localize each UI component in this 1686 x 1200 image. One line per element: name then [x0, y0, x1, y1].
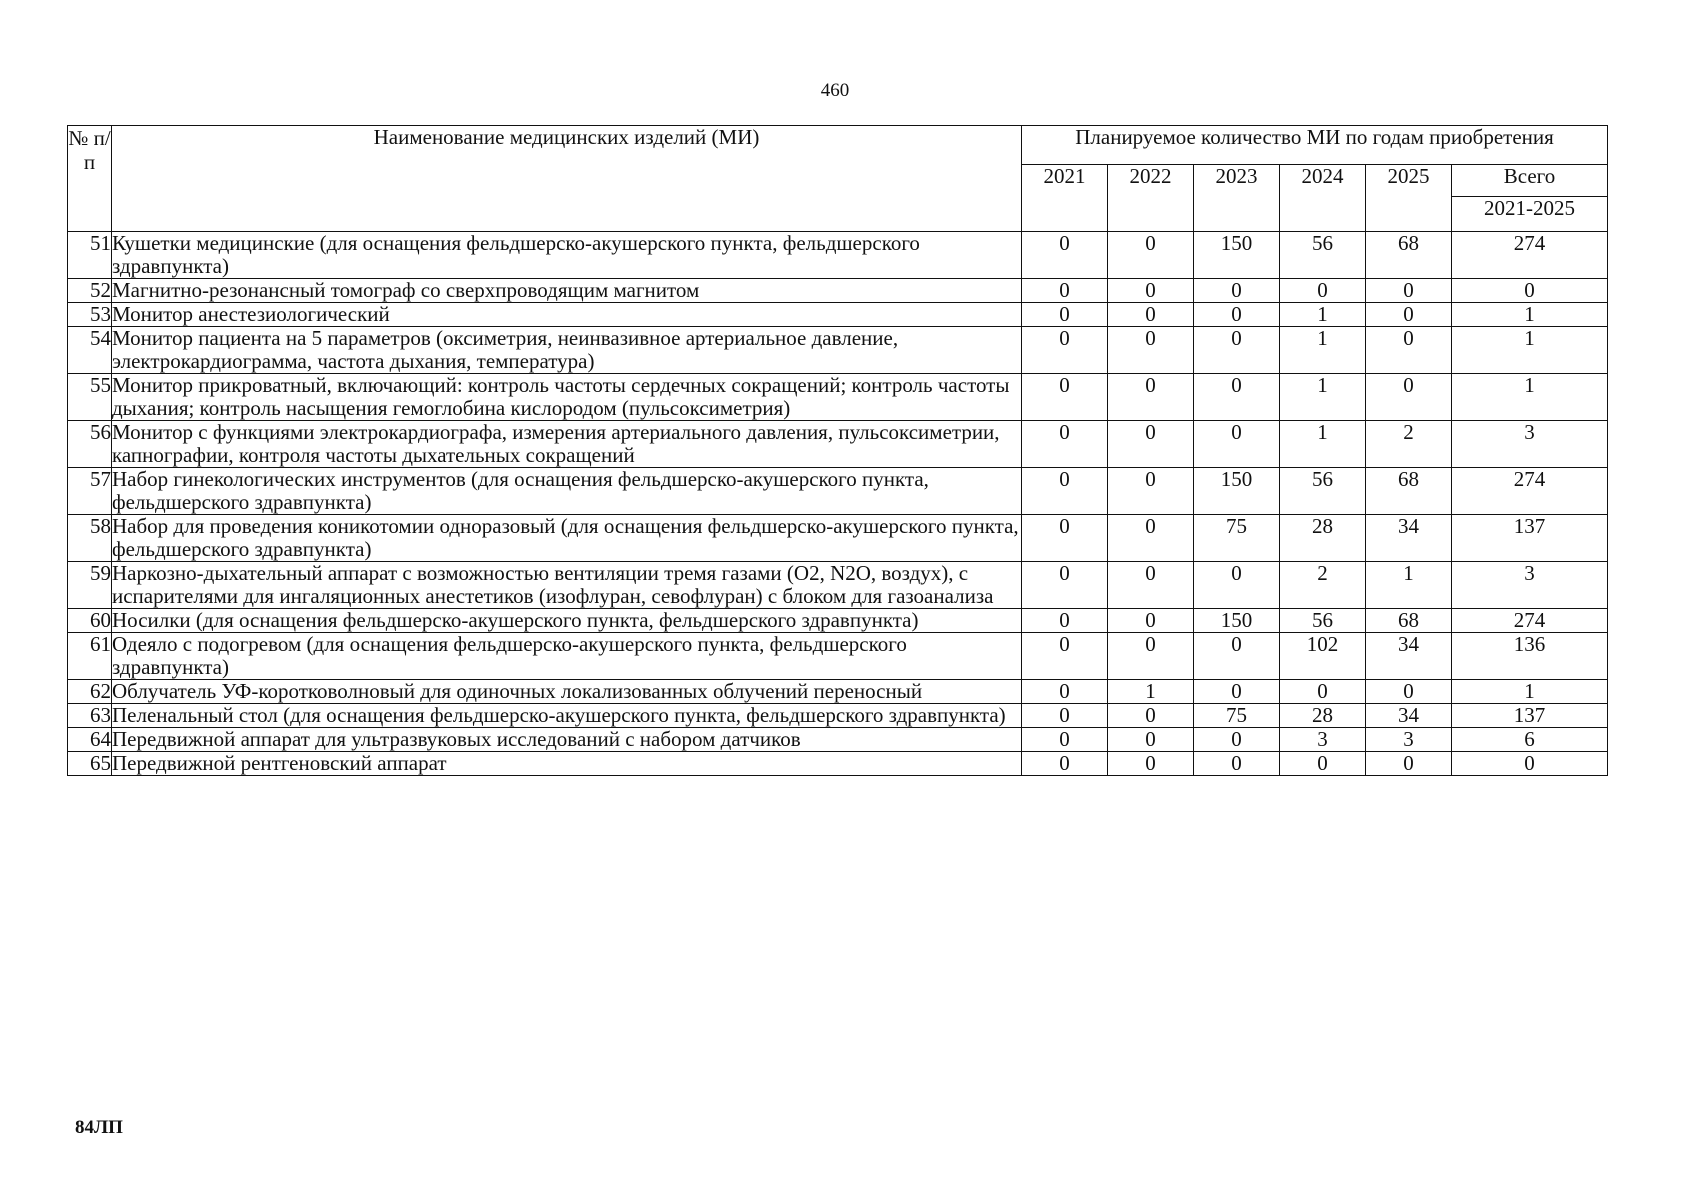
qty-2024: 1 [1280, 327, 1366, 374]
qty-2022: 0 [1108, 562, 1194, 609]
qty-2023: 150 [1194, 609, 1280, 633]
qty-2023: 0 [1194, 562, 1280, 609]
qty-2023: 150 [1194, 232, 1280, 279]
qty-2022: 0 [1108, 421, 1194, 468]
qty-2025: 34 [1366, 704, 1452, 728]
table-row [68, 279, 1608, 303]
qty-2022: 1 [1108, 680, 1194, 704]
qty-total: 3 [1452, 421, 1608, 468]
header-year-2022: 2022 [1108, 165, 1194, 232]
row-number: 57 [68, 468, 112, 515]
table-row [68, 752, 1608, 776]
qty-total: 1 [1452, 327, 1608, 374]
medical-devices-table [67, 125, 1608, 776]
qty-2021: 0 [1022, 752, 1108, 776]
row-number: 54 [68, 327, 112, 374]
header-year-2025: 2025 [1366, 165, 1452, 232]
qty-total: 274 [1452, 468, 1608, 515]
qty-2021: 0 [1022, 421, 1108, 468]
qty-2022: 0 [1108, 232, 1194, 279]
qty-2024: 0 [1280, 279, 1366, 303]
qty-2025: 0 [1366, 327, 1452, 374]
row-number: 60 [68, 609, 112, 633]
row-number: 55 [68, 374, 112, 421]
header-total-range: 2021-2025 [1452, 197, 1608, 232]
device-name: Набор для проведения коникотомии одноразовый (для оснащения фельдшерско-акушерского пункта, фельдшерского здравпункта) [112, 515, 1022, 562]
header-total: Всего [1452, 165, 1608, 197]
device-name: Монитор с функциями электрокардиографа, измерения артериального давления, пульсоксиметрии, капнографии, контроля частоты дыхательных сокращений [112, 421, 1022, 468]
table-header [68, 126, 1608, 232]
row-number: 62 [68, 680, 112, 704]
qty-2024: 0 [1280, 680, 1366, 704]
table-row [68, 680, 1608, 704]
qty-2023: 75 [1194, 515, 1280, 562]
qty-2024: 56 [1280, 468, 1366, 515]
device-name: Передвижной рентгеновский аппарат [112, 752, 1022, 776]
header-year-2021: 2021 [1022, 165, 1108, 232]
qty-total: 274 [1452, 232, 1608, 279]
qty-total: 0 [1452, 752, 1608, 776]
qty-2022: 0 [1108, 704, 1194, 728]
qty-2023: 0 [1194, 303, 1280, 327]
qty-total: 274 [1452, 609, 1608, 633]
qty-2025: 1 [1366, 562, 1452, 609]
qty-2025: 68 [1366, 609, 1452, 633]
qty-2024: 28 [1280, 515, 1366, 562]
qty-total: 137 [1452, 515, 1608, 562]
qty-2021: 0 [1022, 374, 1108, 421]
qty-2021: 0 [1022, 633, 1108, 680]
qty-2022: 0 [1108, 752, 1194, 776]
qty-2025: 34 [1366, 633, 1452, 680]
qty-2025: 0 [1366, 279, 1452, 303]
qty-2021: 0 [1022, 303, 1108, 327]
qty-2021: 0 [1022, 562, 1108, 609]
page-number: 460 [820, 80, 850, 101]
device-name: Монитор прикроватный, включающий: контроль частоты сердечных сокращений; контроль частоты дыхания; контроль насыщения гемоглобина кислородом (пульсоксиметрия) [112, 374, 1022, 421]
footer-code: 84ЛП [75, 1117, 123, 1138]
table-row [68, 704, 1608, 728]
qty-total: 1 [1452, 374, 1608, 421]
qty-2022: 0 [1108, 279, 1194, 303]
qty-total: 6 [1452, 728, 1608, 752]
qty-2022: 0 [1108, 609, 1194, 633]
qty-2024: 3 [1280, 728, 1366, 752]
qty-2024: 2 [1280, 562, 1366, 609]
qty-2024: 28 [1280, 704, 1366, 728]
row-number: 58 [68, 515, 112, 562]
qty-2024: 1 [1280, 303, 1366, 327]
row-number: 53 [68, 303, 112, 327]
qty-2024: 0 [1280, 752, 1366, 776]
device-name: Носилки (для оснащения фельдшерско-акушерского пункта, фельдшерского здравпункта) [112, 609, 1022, 633]
qty-total: 0 [1452, 279, 1608, 303]
table-row [68, 303, 1608, 327]
qty-2021: 0 [1022, 728, 1108, 752]
table-row [68, 728, 1608, 752]
qty-2025: 2 [1366, 421, 1452, 468]
table-row [68, 421, 1608, 468]
device-name: Передвижной аппарат для ультразвуковых исследований с набором датчиков [112, 728, 1022, 752]
header-num: № п/п [68, 126, 112, 232]
row-number: 56 [68, 421, 112, 468]
device-name: Наркозно-дыхательный аппарат с возможностью вентиляции тремя газами (О2, N2О, воздух), с испарителями для ингаляционных анестетиков (изофлуран, севофлуран) с блоком для газоанализа [112, 562, 1022, 609]
table-row [68, 515, 1608, 562]
qty-2022: 0 [1108, 728, 1194, 752]
device-name: Одеяло с подогревом (для оснащения фельдшерско-акушерского пункта, фельдшерского здравпункта) [112, 633, 1022, 680]
qty-2024: 1 [1280, 421, 1366, 468]
row-number: 64 [68, 728, 112, 752]
qty-2024: 1 [1280, 374, 1366, 421]
qty-2021: 0 [1022, 327, 1108, 374]
header-year-2023: 2023 [1194, 165, 1280, 232]
qty-2025: 68 [1366, 468, 1452, 515]
row-number: 59 [68, 562, 112, 609]
qty-2023: 0 [1194, 752, 1280, 776]
qty-2025: 68 [1366, 232, 1452, 279]
row-number: 65 [68, 752, 112, 776]
qty-2022: 0 [1108, 468, 1194, 515]
device-name: Монитор анестезиологический [112, 303, 1022, 327]
qty-2023: 0 [1194, 421, 1280, 468]
qty-2023: 75 [1194, 704, 1280, 728]
qty-2025: 34 [1366, 515, 1452, 562]
qty-2023: 0 [1194, 728, 1280, 752]
qty-2021: 0 [1022, 279, 1108, 303]
qty-2024: 102 [1280, 633, 1366, 680]
qty-2025: 0 [1366, 752, 1452, 776]
device-name: Пеленальный стол (для оснащения фельдшерско-акушерского пункта, фельдшерского здравпункта) [112, 704, 1022, 728]
qty-2022: 0 [1108, 633, 1194, 680]
qty-2025: 0 [1366, 303, 1452, 327]
device-name: Набор гинекологических инструментов (для оснащения фельдшерско-акушерского пункта, фельдшерского здравпункта) [112, 468, 1022, 515]
row-number: 51 [68, 232, 112, 279]
row-number: 52 [68, 279, 112, 303]
device-name: Облучатель УФ-коротковолновый для одиночных локализованных облучений переносный [112, 680, 1022, 704]
qty-total: 3 [1452, 562, 1608, 609]
header-name: Наименование медицинских изделий (МИ) [112, 126, 1022, 232]
qty-total: 1 [1452, 680, 1608, 704]
qty-2021: 0 [1022, 704, 1108, 728]
qty-2021: 0 [1022, 609, 1108, 633]
qty-2021: 0 [1022, 232, 1108, 279]
table-row [68, 562, 1608, 609]
qty-2022: 0 [1108, 327, 1194, 374]
qty-2025: 0 [1366, 374, 1452, 421]
qty-2024: 56 [1280, 232, 1366, 279]
row-number: 61 [68, 633, 112, 680]
device-name: Магнитно-резонансный томограф со сверхпроводящим магнитом [112, 279, 1022, 303]
row-number: 63 [68, 704, 112, 728]
qty-2021: 0 [1022, 515, 1108, 562]
qty-2023: 0 [1194, 374, 1280, 421]
qty-total: 136 [1452, 633, 1608, 680]
header-planned: Планируемое количество МИ по годам приобретения [1022, 126, 1608, 165]
qty-2021: 0 [1022, 468, 1108, 515]
table-row [68, 468, 1608, 515]
qty-2022: 0 [1108, 303, 1194, 327]
device-name: Монитор пациента на 5 параметров (оксиметрия, неинвазивное артериальное давление, электрокардиограмма, частота дыхания, температура) [112, 327, 1022, 374]
qty-2023: 0 [1194, 327, 1280, 374]
qty-total: 1 [1452, 303, 1608, 327]
qty-2021: 0 [1022, 680, 1108, 704]
qty-2024: 56 [1280, 609, 1366, 633]
qty-2023: 0 [1194, 680, 1280, 704]
table-row [68, 609, 1608, 633]
qty-2022: 0 [1108, 374, 1194, 421]
table-row [68, 327, 1608, 374]
table-body [68, 232, 1608, 776]
qty-total: 137 [1452, 704, 1608, 728]
table-row [68, 633, 1608, 680]
qty-2023: 0 [1194, 279, 1280, 303]
header-year-2024: 2024 [1280, 165, 1366, 232]
qty-2023: 150 [1194, 468, 1280, 515]
qty-2022: 0 [1108, 515, 1194, 562]
qty-2025: 0 [1366, 680, 1452, 704]
device-name: Кушетки медицинские (для оснащения фельдшерско-акушерского пункта, фельдшерского здравпункта) [112, 232, 1022, 279]
qty-2023: 0 [1194, 633, 1280, 680]
qty-2025: 3 [1366, 728, 1452, 752]
table-row [68, 374, 1608, 421]
table-row [68, 232, 1608, 279]
